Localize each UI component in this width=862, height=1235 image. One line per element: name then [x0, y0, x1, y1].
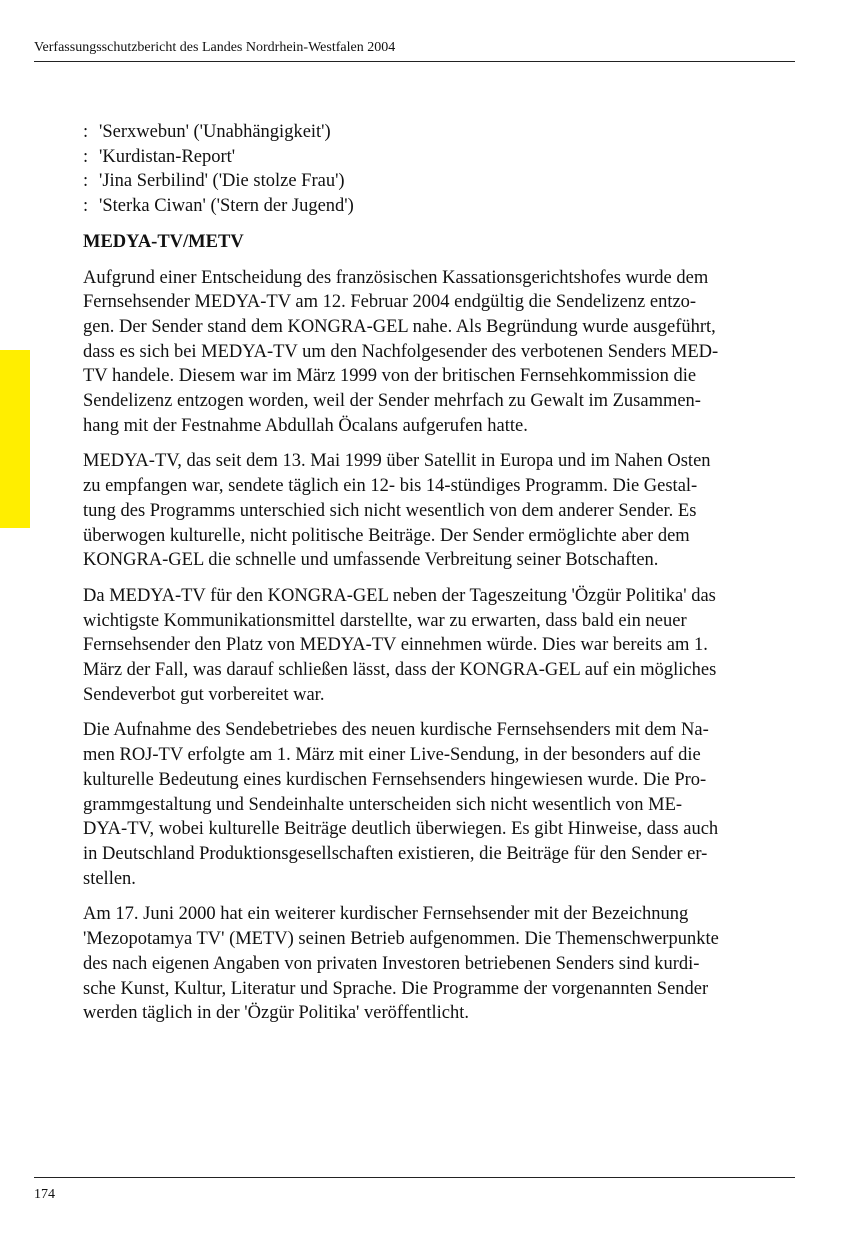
page-content	[83, 120, 795, 1026]
section-heading: MEDYA-TV/METV	[83, 231, 244, 252]
paragraph: Die Aufnahme des Sendebetriebes des neuen kurdische Fernsehsenders mit dem Na- men ROJ-TV erfolgte am 1. März mit einer Live-Sendung, in der besonders auf die kulturelle Bedeutung eines kurdischen Fernsehsenders hingewiesen wurde. Die Pro- grammgestaltung und Sendeinhalte unterscheiden sich nicht wesentlich von ME- DYA-TV, wobei kulturelle Beiträge deutlich überwiegen. Es gibt Hinweise, dass auch in Deutschland Produktionsgesellschaften existieren, die Beiträge für den Sender er- stellen.	[83, 720, 719, 889]
side-marker	[0, 350, 30, 528]
list-item-text: 'Jina Serbilind' ('Die stolze Frau')	[99, 171, 345, 192]
list-bullet: :	[83, 146, 89, 167]
list-item-text: 'Sterka Ciwan' ('Stern der Jugend')	[99, 196, 354, 217]
paragraph: Da MEDYA-TV für den KONGRA-GEL neben der Tageszeitung 'Özgür Politika' das wichtigste Kommunikationsmittel darstellte, war zu erwarten, dass bald ein neuer Fernsehsender den Platz von MEDYA-TV einnehmen würde. Dies war bereits am 1. März der Fall, was darauf schließen lässt, dass der KONGRA-GEL auf ein mögliches Sendeverbot gut vorbereitet war.	[83, 585, 717, 705]
list-bullet: :	[83, 196, 89, 217]
list-item	[83, 145, 795, 170]
list-item	[83, 169, 795, 194]
list-item-text: 'Kurdistan-Report'	[99, 146, 236, 167]
list-bullet: :	[83, 122, 89, 142]
paragraph: Am 17. Juni 2000 hat ein weiterer kurdischer Fernsehsender mit der Bezeichnung 'Mezopotamya TV' (METV) seinen Betrieb aufgenommen. Die Themenschwerpunkte des nach eigenen Angaben von privaten Investoren betriebenen Senders sind kurdi- sche Kunst, Kultur, Literatur und Sprache. Die Programme der vorgenannten Sender werden täglich in der 'Özgür Politika' veröffentlicht.	[83, 904, 719, 1024]
footer-rule	[34, 1177, 795, 1178]
list-item	[83, 194, 795, 219]
page-number: 174	[34, 1187, 55, 1202]
paragraph: Aufgrund einer Entscheidung des französischen Kassationsgerichtshofes wurde dem Fernsehsender MEDYA-TV am 12. Februar 2004 endgültig die Sendelizenz entzo- gen. Der Sender stand dem KONGRA-GEL nahe. Als Begründung wurde ausgeführt, dass es sich bei MEDYA-TV um den Nachfolgesender des verbotenen Senders MED- TV handele. Diesem war im März 1999 von der britischen Fernsehkommission die Sendelizenz entzogen worden, weil der Sender mehrfach zu Gewalt im Zusammen- hang mit der Festnahme Abdullah Öcalans aufgerufen hatte.	[83, 267, 719, 436]
running-header: Verfassungsschutzbericht des Landes Nordrhein-Westfalen 2004	[34, 38, 795, 62]
list-item-text: 'Serxwebun' ('Unabhängigkeit')	[99, 122, 331, 142]
publication-list	[83, 120, 795, 219]
list-item	[83, 120, 795, 145]
paragraph: MEDYA-TV, das seit dem 13. Mai 1999 über Satellit in Europa und im Nahen Osten zu empfangen war, sendete täglich ein 12- bis 14-stündiges Programm. Die Gestal- tung des Programms unterschied sich nicht wesentlich von dem anderer Sender. Es überwogen kulturelle, nicht politische Beiträge. Der Sender ermöglichte aber dem KONGRA-GEL die schnelle und umfassende Verbreitung seiner Botschaften.	[83, 451, 711, 571]
list-bullet: :	[83, 171, 89, 192]
